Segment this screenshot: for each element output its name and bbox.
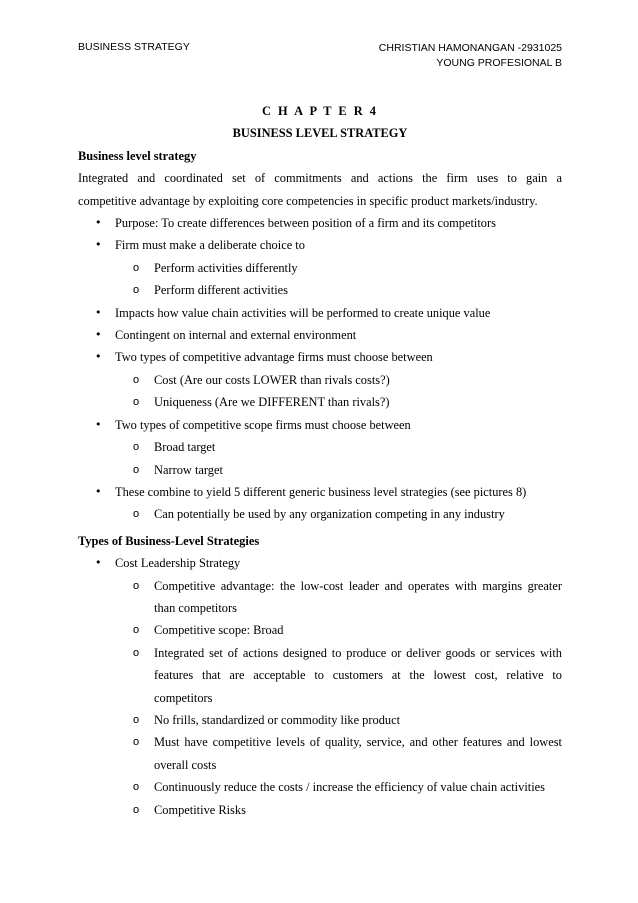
bullet-list: [78, 212, 562, 526]
definition-line: competitive advantage by exploiting core competencies in specific product markets/industry.: [78, 193, 538, 208]
list-item: • These combine to yield 5 different generic business level strategies (see pictures 8): [78, 481, 562, 503]
bullet-list: [78, 552, 562, 821]
sub-list-item: o Narrow target: [78, 459, 562, 481]
sub-list-line: o Must have competitive levels of quality, service, and other features and lowest: [154, 735, 562, 750]
sub-list-item: o Perform activities differently: [78, 257, 562, 279]
sub-list-line: o Integrated set of actions designed to produce or deliver goods or services with: [154, 645, 562, 660]
sub-list-item: o No frills, standardized or commodity like product: [78, 709, 562, 731]
list-item: • Two types of competitive advantage firms must choose between: [78, 346, 562, 368]
list-item: • Purpose: To create differences between position of a firm and its competitors: [78, 212, 562, 234]
sub-list-line: than competitors: [154, 600, 237, 615]
header-author: CHRISTIAN HAMONANGAN -2931025: [378, 42, 562, 54]
sub-list-item: o Perform different activities: [78, 279, 562, 301]
definition-line: Integrated and coordinated set of commitments and actions the firm uses to gain a: [78, 171, 562, 186]
sub-list-item: o Can potentially be used by any organization competing in any industry: [78, 503, 562, 525]
list-item: • Cost Leadership Strategy: [78, 552, 562, 574]
header-right: [367, 41, 562, 71]
list-item: • Impacts how value chain activities will be performed to create unique value: [78, 302, 562, 324]
sub-list-item: [78, 642, 562, 709]
list-item: • Contingent on internal and external environment: [78, 324, 562, 346]
list-item: • Two types of competitive scope firms must choose between: [78, 414, 562, 436]
header-class: YOUNG PROFESIONAL B: [436, 57, 562, 69]
sub-list-item: [78, 731, 562, 776]
chapter-title: BUSINESS LEVEL STRATEGY: [232, 126, 408, 141]
sub-list-line: o Competitive advantage: the low-cost leader and operates with margins greater: [154, 578, 562, 593]
sub-list-item: o Competitive scope: Broad: [78, 619, 562, 641]
sub-list-item: o Cost (Are our costs LOWER than rivals costs?): [78, 369, 562, 391]
section-heading: Business level strategy: [78, 148, 197, 163]
chapter-label: C H A P T E R 4: [262, 104, 378, 118]
sub-list-item: o Broad target: [78, 436, 562, 458]
sub-list-line: features that are acceptable to customers at the lowest cost, relative to: [154, 668, 562, 683]
sub-list-item: [78, 575, 562, 620]
header-left: BUSINESS STRATEGY: [78, 41, 190, 53]
sub-list-item: o Continuously reduce the costs / increase the efficiency of value chain activities: [78, 776, 562, 798]
sub-list-item: o Competitive Risks: [78, 799, 562, 821]
sub-list-line: overall costs: [154, 757, 217, 772]
sub-list-line: competitors: [154, 690, 213, 705]
section-heading: Types of Business-Level Strategies: [78, 533, 260, 548]
sub-list-item: o Uniqueness (Are we DIFFERENT than rivals?): [78, 391, 562, 413]
document-body: [78, 100, 562, 821]
list-item: • Firm must make a deliberate choice to: [78, 234, 562, 256]
